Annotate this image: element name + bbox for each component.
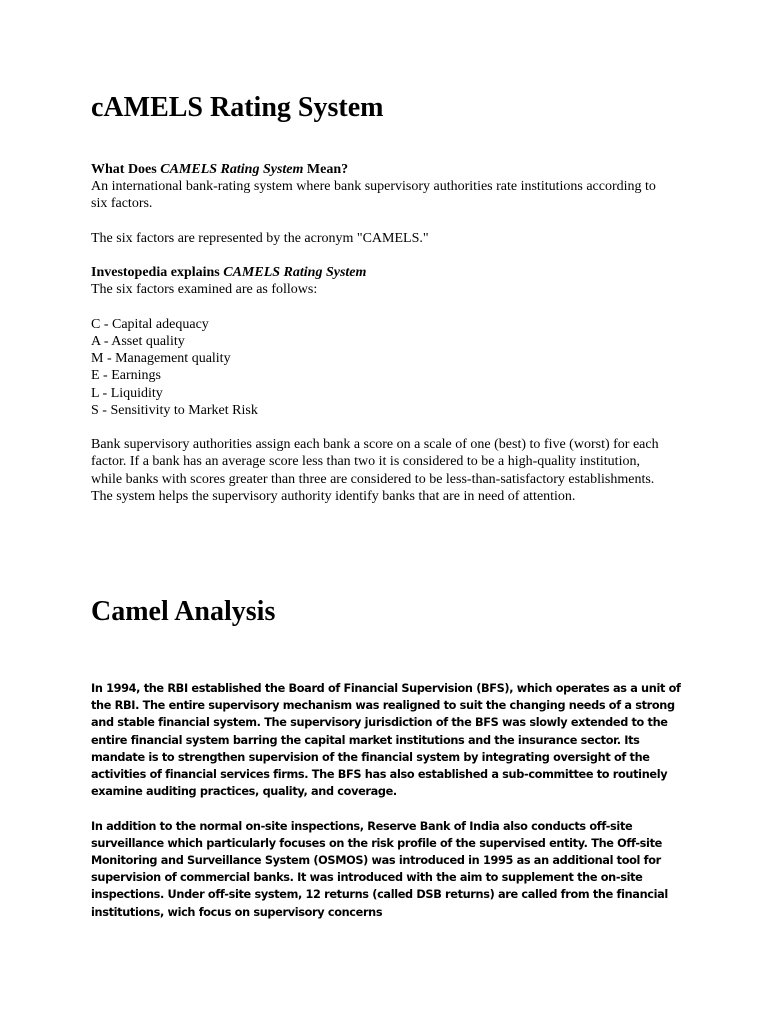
camels-definition: An international bank-rating system where bank supervisory authorities rate institutions according to six factors. — [91, 179, 656, 212]
scoring-paragraph: Bank supervisory authorities assign each bank a score on a scale of one (best) to five (worst) for each factor. If a bank has an average score less than two it is considered to be a high-quality institution, while banks with scores greater than three are considered to be less-than-satisfactory establishments. The system helps the supervisory authority identify banks that are in need of attention. — [91, 437, 659, 504]
factor-item: C - Capital adequacy — [91, 316, 209, 332]
camel-analysis-heading-block — [91, 594, 691, 630]
camel-analysis-title: Camel Analysis — [91, 596, 276, 627]
what-does-suffix: Mean? — [303, 162, 349, 177]
camels-title: cAMELS Rating System — [91, 92, 384, 123]
what-does-term: CAMELS Rating System — [160, 162, 304, 177]
acronym-note: The six factors are represented by the acronym "CAMELS." — [91, 230, 429, 246]
explains-heading — [91, 264, 671, 281]
analysis-paragraph: In 1994, the RBI established the Board of Financial Supervision (BFS), which operates as a unit of the RBI. The entire supervisory mechanism was realigned to suit the changing needs of a strong and stable financial system. The supervisory jurisdiction of the BFS was slowly extended to the entire financial system barring the capital market institutions and the insurance sector. Its mandate is to strengthen supervision of the financial system by integrating oversight of the activities of financial services firms. The BFS has also established a sub-committee to routinely examine auditing practices, quality, and coverage. — [91, 682, 681, 799]
factor-item: A - Asset quality — [91, 333, 185, 349]
factors-intro: The six factors examined are as follows: — [91, 282, 318, 298]
factor-item: S - Sensitivity to Market Risk — [91, 402, 258, 418]
analysis-paragraph: In addition to the normal on-site inspections, Reserve Bank of India also conducts off-site surveillance which particularly focuses on the risk profile of the supervised entity. The Off-site Monitoring and Surveillance System (OSMOS) was introduced in 1995 as an additional tool for supervision of commercial banks. It was introduced with the aim to supplement the on-site inspections. Under off-site system, 12 returns (called DSB returns) are called from the financial institutions, wich focus on supervisory concerns — [91, 819, 668, 919]
what-does-prefix: What Does — [91, 162, 161, 177]
factor-item: M - Management quality — [91, 351, 231, 367]
factors-list — [91, 316, 671, 419]
camel-analysis-body — [91, 680, 691, 921]
explains-prefix: Investopedia explains — [91, 265, 224, 281]
what-does-heading — [91, 161, 671, 178]
factor-item: L - Liquidity — [91, 385, 163, 401]
camels-section — [91, 90, 671, 505]
factor-item: E - Earnings — [91, 368, 161, 384]
explains-term: CAMELS Rating System — [223, 265, 367, 281]
